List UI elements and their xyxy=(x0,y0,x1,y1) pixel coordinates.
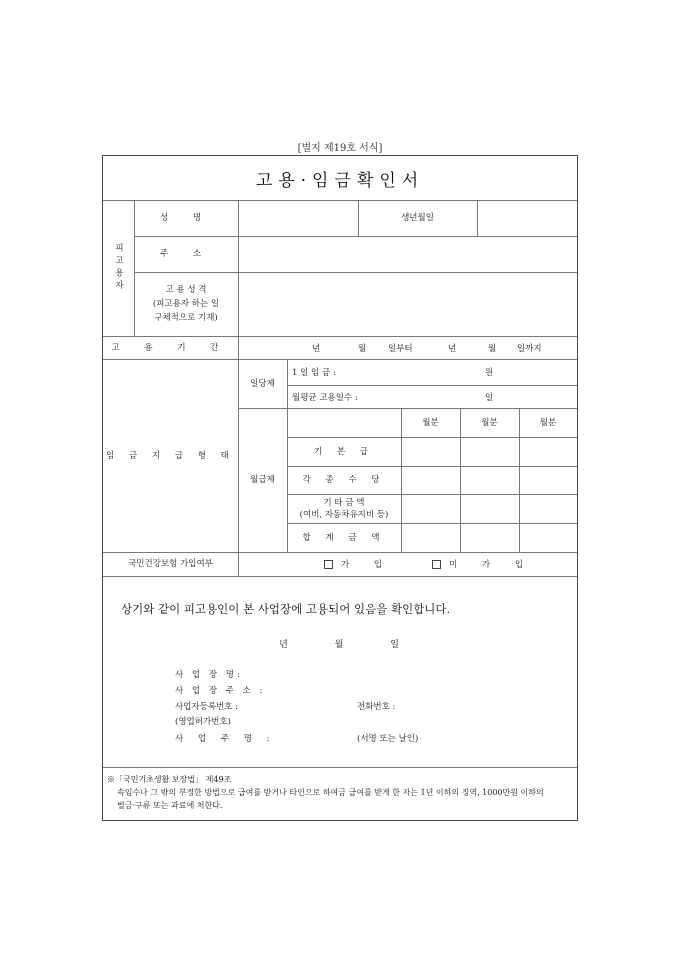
period-to: 일까지 xyxy=(517,343,542,354)
legal-notice-line-1: 속임수나 그 밖의 부정한 방법으로 급여를 받거나 타인으로 하여금 급여를 받게 한 자는 1년 이하의 징역, 1000만원 이하의 xyxy=(117,788,544,797)
birth-label: 생년월일 xyxy=(401,213,434,223)
employment-nature-hint-1: (피고용자 하는 일 xyxy=(152,299,220,309)
month-header-blank xyxy=(287,408,401,437)
month-column-1: 월분 xyxy=(422,417,439,428)
employment-period-label: 고 용 기 간 xyxy=(111,342,230,353)
period-start-month: 월 xyxy=(358,343,367,354)
form-title: 고용·임금확인서 xyxy=(255,170,425,191)
seal-label: (서명 또는 날인) xyxy=(357,734,419,744)
allowances-label: 각 종 수 당 xyxy=(302,475,386,485)
health-insurance-field xyxy=(238,552,577,576)
daily-wage-amount-label: 1 일 임 금 : xyxy=(292,368,336,378)
name-field[interactable] xyxy=(238,200,358,236)
period-end-month: 월 xyxy=(488,343,497,354)
date-day: 일 xyxy=(390,640,401,650)
monthly-days-label: 월평균 고용일수 : xyxy=(292,392,358,403)
total-amount-label: 합 계 금 액 xyxy=(302,532,386,543)
confirmation-date[interactable] xyxy=(103,637,577,650)
employment-nature-title: 고 용 성 격 xyxy=(165,285,207,295)
name-label: 성 명 xyxy=(159,213,213,223)
address-label: 주 소 xyxy=(159,249,213,259)
business-license-label: (영업허가번호) xyxy=(175,717,231,727)
not-insured-label: 미 가 입 xyxy=(449,560,535,570)
address-field[interactable] xyxy=(238,236,577,272)
legal-notice xyxy=(107,773,573,812)
registration-number-label: 사업자등록번호 : xyxy=(175,702,239,712)
other-amount-label xyxy=(287,494,401,523)
business-address-label: 사 업 장 주 소 : xyxy=(175,686,266,696)
health-insurance-label: 국민건강보험 가입여부 xyxy=(128,559,213,569)
monthly-days-unit: 일 xyxy=(485,392,494,403)
birth-field[interactable] xyxy=(477,200,577,236)
date-year: 년 xyxy=(279,640,290,650)
business-name-label: 사 업 장 명: xyxy=(175,670,243,680)
period-start-year: 년 xyxy=(312,343,321,354)
daily-wage-won: 원 xyxy=(485,368,494,378)
insured-checkbox[interactable] xyxy=(324,558,393,570)
employment-wage-certificate-form xyxy=(102,155,578,821)
employee-section-text: 피고용자 xyxy=(113,243,124,293)
employment-nature-hint-2: 구체적으로 기재) xyxy=(154,313,218,323)
other-amount-title: 기 타 금 액 xyxy=(323,497,365,508)
daily-wage-label: 일당제 xyxy=(250,378,275,389)
legal-notice-line-2: 벌금·구류 또는 과료에 처한다. xyxy=(117,801,223,810)
month-column-2: 월분 xyxy=(481,417,498,428)
wage-type-label: 임 금 지 급 형 태 xyxy=(106,450,235,461)
employment-nature-field[interactable] xyxy=(238,272,577,336)
other-amount-hint: (여비, 자동차유지비 등) xyxy=(299,509,389,520)
insured-label: 가 입 xyxy=(341,560,394,570)
monthly-days-field[interactable] xyxy=(287,385,577,408)
date-month: 월 xyxy=(334,640,346,650)
daily-wage-field[interactable] xyxy=(287,359,577,385)
legal-notice-title: ※「국민기초생활 보장법」 제49조 xyxy=(107,775,232,784)
base-pay-label: 기 본 급 xyxy=(313,446,375,457)
employee-section-label xyxy=(103,200,134,336)
phone-label: 전화번호 : xyxy=(357,702,396,712)
owner-name-label: 사 업 주 명 : xyxy=(175,734,276,744)
form-caption: [별지 제19호 서식] xyxy=(297,143,383,154)
month-column-3: 월분 xyxy=(539,417,557,428)
monthly-wage-label: 월급제 xyxy=(250,475,275,485)
not-insured-checkbox[interactable] xyxy=(432,558,534,570)
period-from: 일부터 xyxy=(388,343,413,354)
period-end-year: 년 xyxy=(448,343,457,354)
employment-period-field[interactable] xyxy=(238,336,577,359)
confirmation-statement: 상기와 같이 피고용인이 본 사업장에 고용되어 있음을 확인합니다. xyxy=(121,602,451,616)
employment-nature-label xyxy=(134,272,238,336)
